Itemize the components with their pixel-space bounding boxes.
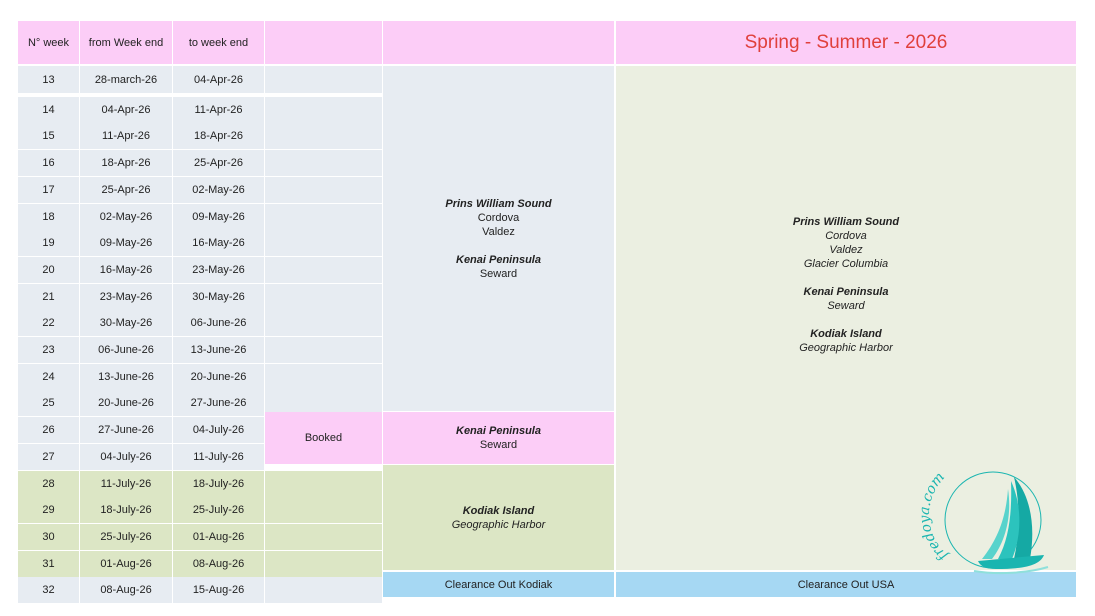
row-26-from: 27-June-26 [80,417,172,443]
row-20-from: 16-May-26 [80,257,172,283]
header-from: from Week end [80,21,172,64]
row-18-to: 09-May-26 [173,204,264,230]
header-to: to week end [173,21,264,64]
row-27-from: 04-July-26 [80,444,172,470]
row-21-week: 21 [18,284,79,310]
row-15-week: 15 [18,123,79,149]
row-22-from: 30-May-26 [80,310,172,336]
row-21-from: 23-May-26 [80,284,172,310]
row-17-week: 17 [18,177,79,203]
row-28-to: 18-July-26 [173,471,264,497]
big-place-glacier-columbia: Glacier Columbia [803,258,889,270]
row-22-week: 22 [18,310,79,336]
row-26-week: 26 [18,417,79,443]
row-22-to: 06-June-26 [173,310,264,336]
header-blank-1 [265,21,382,64]
row-25-to: 27-June-26 [173,390,264,416]
row-32-notes [265,577,382,603]
row-24-from: 13-June-26 [80,364,172,390]
row-13-to: 04-Apr-26 [173,66,264,93]
row-24-week: 24 [18,364,79,390]
itinerary-block-alaska-north [383,66,614,411]
row-14-to: 11-Apr-26 [173,97,264,123]
big-place-seward: Seward [827,300,865,312]
row-23-notes [265,337,382,363]
itinerary-block-kenai [383,412,614,464]
big-region-prins-william-sound: Prins William Sound [792,216,900,228]
row-19-from: 09-May-26 [80,230,172,256]
sailboat-logo-icon [918,455,1068,585]
big-place-valdez: Valdez [829,244,863,256]
row-27-week: 27 [18,444,79,470]
row-16-week: 16 [18,150,79,176]
row-14-from: 04-Apr-26 [80,97,172,123]
row-13-week: 13 [18,66,79,93]
svg-text:fredoya.com [918,469,951,564]
row-29-week: 29 [18,497,79,523]
itinerary-block-kodiak [383,465,614,570]
big-place-cordova: Cordova [825,230,867,242]
row-19-to: 16-May-26 [173,230,264,256]
page-title: Spring - Summer - 2026 [616,21,1076,64]
row-29-to: 25-July-26 [173,497,264,523]
row-17-from: 25-Apr-26 [80,177,172,203]
big-region-kodiak-island: Kodiak Island [810,328,882,340]
clearance-kodiak: Clearance Out Kodiak [383,572,614,597]
row-32-to: 15-Aug-26 [173,577,264,603]
row-16-from: 18-Apr-26 [80,150,172,176]
row-18-notes [265,204,382,230]
row-30-from: 25-July-26 [80,524,172,550]
row-28-notes [265,471,382,497]
place-geographic-harbor: Geographic Harbor [451,518,546,531]
row-31-notes [265,551,382,577]
row-23-from: 06-June-26 [80,337,172,363]
row-25-from: 20-June-26 [80,390,172,416]
row-24-to: 20-June-26 [173,364,264,390]
row-17-notes [265,177,382,203]
row-16-notes [265,150,382,176]
row-24-notes [265,364,382,390]
row-28-from: 11-July-26 [80,471,172,497]
header-blank-2 [383,21,614,64]
big-place-geographic-harbor: Geographic Harbor [799,342,893,354]
place-cordova: Cordova [477,211,520,224]
row-14-week: 14 [18,97,79,123]
row-23-to: 13-June-26 [173,337,264,363]
row-21-to: 30-May-26 [173,284,264,310]
row-20-to: 23-May-26 [173,257,264,283]
row-28-week: 28 [18,471,79,497]
row-15-to: 18-Apr-26 [173,123,264,149]
row-30-week: 30 [18,524,79,550]
region-kodiak-island: Kodiak Island [462,504,535,517]
place-seward: Seward [479,267,518,280]
row-31-week: 31 [18,551,79,577]
row-29-from: 18-July-26 [80,497,172,523]
row-29-notes [265,497,382,523]
region-kenai-peninsula-b: Kenai Peninsula [456,425,541,437]
row-20-week: 20 [18,257,79,283]
header-week: N° week [18,21,79,64]
clearance-usa: Clearance Out USA [616,572,1076,597]
row-30-notes [265,524,382,550]
region-prins-william-sound: Prins William Sound [445,197,552,210]
row-30-to: 01-Aug-26 [173,524,264,550]
row-20-notes [265,257,382,283]
row-19-notes [265,230,382,256]
row-26-to: 04-July-26 [173,417,264,443]
row-27-to: 11-July-26 [173,444,264,470]
row-15-from: 11-Apr-26 [80,123,172,149]
row-18-from: 02-May-26 [80,204,172,230]
booked-label: Booked [265,412,382,464]
place-seward-b: Seward [479,439,518,451]
row-14-notes [265,97,382,123]
row-15-notes [265,123,382,149]
fredoya-logo [918,455,1068,585]
row-18-week: 18 [18,204,79,230]
row-17-to: 02-May-26 [173,177,264,203]
row-22-notes [265,310,382,336]
row-13-from: 28-march-26 [80,66,172,93]
row-31-from: 01-Aug-26 [80,551,172,577]
row-31-to: 08-Aug-26 [173,551,264,577]
row-16-to: 25-Apr-26 [173,150,264,176]
row-19-week: 19 [18,230,79,256]
row-23-week: 23 [18,337,79,363]
place-valdez: Valdez [482,225,515,238]
row-21-notes [265,284,382,310]
big-region-kenai-peninsula: Kenai Peninsula [803,286,889,298]
row-25-week: 25 [18,390,79,416]
row-13-notes [265,66,382,93]
row-32-from: 08-Aug-26 [80,577,172,603]
row-32-week: 32 [18,577,79,603]
region-kenai-peninsula: Kenai Peninsula [456,253,541,266]
logo-text: fredoya.com [918,469,951,565]
